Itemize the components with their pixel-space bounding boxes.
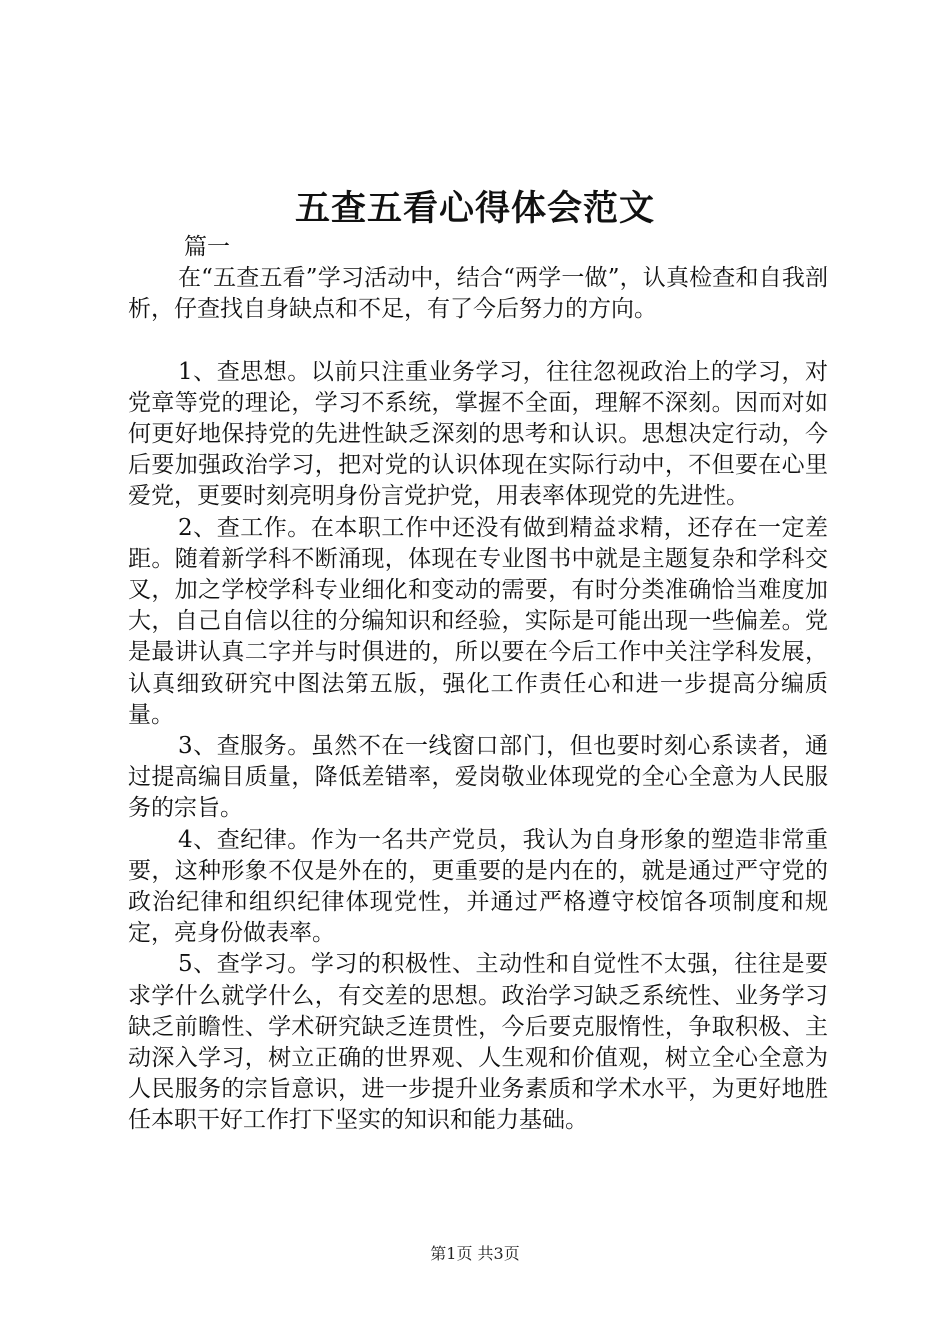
paragraph-check-thought: 1、查思想。以前只注重业务学习，往往忽视政治上的学习，对党章等党的理论，学习不系统，掌握不全面，理解不深刻。因而对如何更好地保持党的先进性缺乏深刻的思考和认识。思想决定行动，今后要加强政治学习，把对党的认识体现在实际行动中，不但要在心里爱党，更要时刻亮明身份言党护党，用表率体现党的先进性。: [128, 358, 828, 510]
document-title: 五查五看心得体会范文: [294, 188, 655, 229]
document-body: [128, 232, 828, 1137]
page-footer: 第1页 共3页: [430, 1244, 520, 1263]
paragraph-spacer: [128, 326, 828, 357]
paragraph-check-service: 3、查服务。虽然不在一线窗口部门，但也要时刻心系读者，通过提高编目质量，降低差错率，爱岗敬业体现党的全心全意为人民服务的宗旨。: [128, 733, 828, 822]
paragraph-check-discipline: 4、查纪律。作为一名共产党员，我认为自身形象的塑造非常重要，这种形象不仅是外在的，更重要的是内在的，就是通过严守党的政治纪律和组织纪律体现党性，并通过严格遵守校馆各项制度和规定，亮身份做表率。: [128, 826, 828, 947]
section-label: 篇一: [184, 234, 230, 260]
paragraph-check-work: 2、查工作。在本职工作中还没有做到精益求精，还存在一定差距。随着新学科不断涌现，体现在专业图书中就是主题复杂和学科交叉，加之学校学科专业细化和变动的需要，有时分类准确恰当难度加大，自己自信以往的分编知识和经验，实际是可能出现一些偏差。党是最讲认真二字并与时俱进的，所以要在今后工作中关注学科发展，认真细致研究中图法第五版，强化工作责任心和进一步提高分编质量。: [128, 514, 828, 728]
intro-paragraph: 在“五查五看”学习活动中，结合“两学一做”，认真检查和自我剖析，仔查找自身缺点和不足，有了今后努力的方向。: [128, 265, 828, 323]
paragraph-check-study: 5、查学习。学习的积极性、主动性和自觉性不太强，往往是要求学什么就学什么，有交差的思想。政治学习缺乏系统性、业务学习缺乏前瞻性、学术研究缺乏连贯性，今后要克服惰性，争取积极、主动深入学习，树立正确的世界观、人生观和价值观，树立全心全意为人民服务的宗旨意识，进一步提升业务素质和学术水平，为更好地胜任本职干好工作打下坚实的知识和能力基础。: [128, 951, 828, 1134]
